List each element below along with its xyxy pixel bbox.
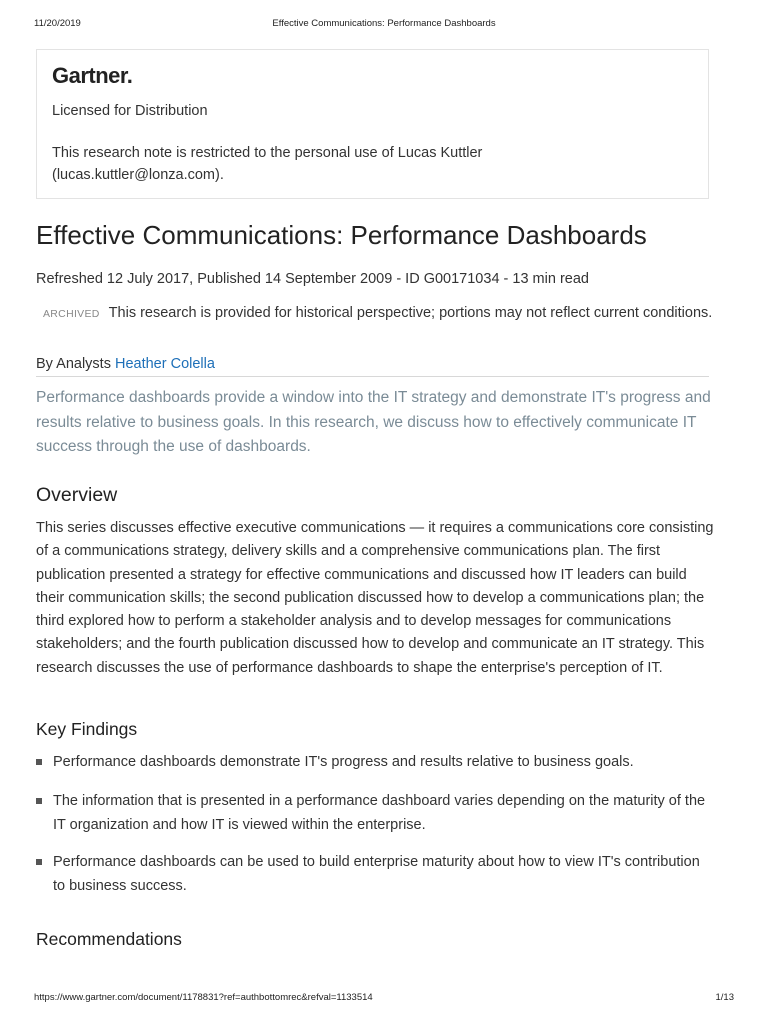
- archived-note: This research is provided for historical perspective; portions may not reflect current conditions.: [108, 305, 713, 321]
- bullet-icon: [36, 859, 42, 865]
- print-url: https://www.gartner.com/document/1178831?ref=authbottomrec&refval=1133514: [34, 992, 373, 1003]
- key-findings-heading: Key Findings: [36, 719, 138, 739]
- analysts-prefix: By Analysts: [36, 356, 111, 372]
- article-meta: Refreshed 12 July 2017, Published 14 September 2009 - ID G00171034 - 13 min read: [36, 271, 589, 287]
- license-label: Licensed for Distribution: [52, 103, 208, 119]
- finding-text: Performance dashboards demonstrate IT's progress and results relative to business goals.: [53, 754, 634, 770]
- analyst-link[interactable]: Heather Colella: [114, 356, 215, 372]
- print-doc-title: Effective Communications: Performance Dashboards: [272, 18, 496, 29]
- print-date: 11/20/2019: [34, 18, 81, 29]
- overview-heading: Overview: [36, 484, 118, 506]
- archived-notice: [36, 302, 716, 325]
- finding-text: The information that is presented in a performance dashboard varies depending on the maturity of the IT organization and how IT is viewed within the enterprise.: [53, 793, 706, 833]
- archived-badge: ARCHIVED: [43, 308, 100, 320]
- license-note: This research note is restricted to the personal use of Lucas Kuttler (lucas.kuttler@lonza.com).: [52, 145, 483, 183]
- divider: [36, 376, 709, 377]
- bullet-icon: [36, 798, 42, 804]
- overview-body: This series discusses effective executive communications — it requires a communications core consisting of a communications strategy, delivery skills and a comprehensive communications plan. The first publication presented a strategy for effective communications and discussed how IT leaders can build their communication skills; the second publication discussed how to develop a communications plan; the third explored how to perform a stakeholder analysis and to develop messages for communications stakeholders; and the fourth publication discussed how to develop and communicate an IT strategy. This research discusses the use of performance dashboards to shape the enterprise's perception of IT.: [36, 520, 714, 676]
- bullet-icon: [36, 759, 42, 765]
- article-title: Effective Communications: Performance Dashboards: [36, 220, 647, 250]
- print-header: [34, 18, 734, 32]
- license-box: [36, 49, 709, 199]
- page-number: 1/13: [715, 992, 734, 1003]
- gartner-logo: Gartner.: [52, 63, 133, 88]
- article-summary: Performance dashboards provide a window into the IT strategy and demonstrate IT's progress and results relative to business goals. In this research, we discuss how to effectively communicate IT success through the use of dashboards.: [36, 389, 711, 455]
- analysts-line: [36, 356, 215, 372]
- print-footer: [34, 992, 734, 1006]
- finding-text: Performance dashboards can be used to build enterprise maturity about how to view IT's contribution to business success.: [53, 854, 700, 894]
- recommendations-heading: Recommendations: [36, 929, 182, 949]
